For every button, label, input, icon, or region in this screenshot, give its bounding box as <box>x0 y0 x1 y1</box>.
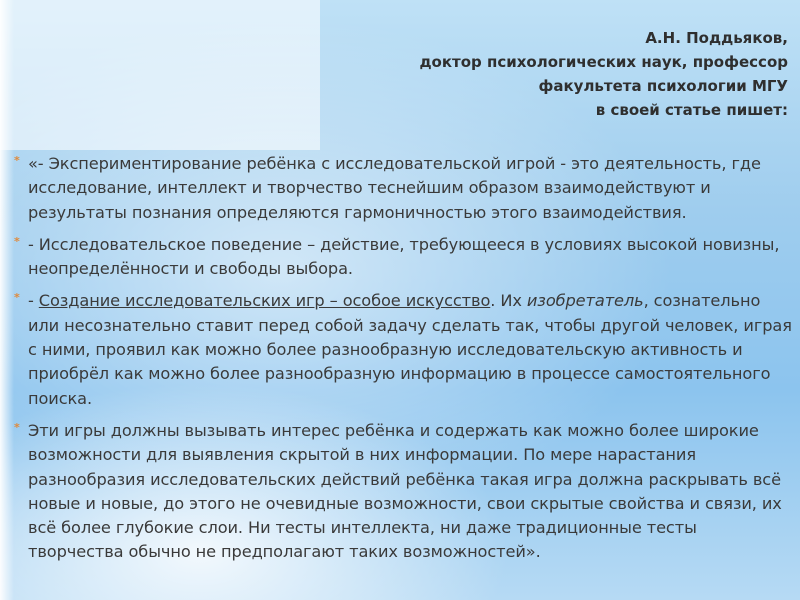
author-name: А.Н. Поддьяков, <box>645 29 788 47</box>
paragraph-text: - Исследовательское поведение – действие, требующееся в условиях высокой новизны, неопределённости и свободы выбора. <box>28 234 780 279</box>
paragraph-text: Эти игры должны вызывать интерес ребёнка и содержать как можно более широкие возможности для выявления скрытой в них информации. По мере нарастания разнообразия исследовательских действий ребёнка такая игра должна раскрывать всё новые и новые, до этого не очевидные возможности, свои скрытые свойства и связи, их всё более глубокие слои. Ни тесты интеллекта, ни даже традиционные тесты творчества обычно не предполагают таких возможностей». <box>28 420 782 562</box>
underlined-phrase: Создание исследовательских игр – особое искусство <box>38 291 491 311</box>
author-intro: в своей статье пишет: <box>595 101 788 119</box>
author-faculty: факультета психологии МГУ <box>538 77 788 95</box>
bullet-icon: * <box>14 291 20 305</box>
author-degree: доктор психологических наук, профессор <box>419 53 788 71</box>
paragraph-middle: . Их <box>490 291 527 311</box>
paragraph-text: «- Экспериментирование ребёнка с исследовательской игрой - это деятельность, где исследование, интеллект и творчество теснейшим образом взаимодействуют и результаты познания определяются гармоничностью этого взаимодействия. <box>28 154 761 222</box>
paragraph-prefix: - <box>28 291 39 311</box>
paragraph-1 <box>14 152 792 225</box>
italic-word: изобретатель <box>526 291 644 311</box>
paragraph-4 <box>14 419 792 565</box>
paragraph-rest: , сознательно или несознательно ставит перед собой задачу сделать так, чтобы другой человек, играя с ними, проявил как можно более разнообразную исследовательскую активность и приобрёл как можно более разнообразную информацию в процессе самостоятельного поиска. <box>28 291 792 408</box>
author-credit <box>308 26 788 122</box>
paragraph-2 <box>14 233 792 282</box>
header-panel <box>0 0 320 150</box>
bullet-icon: * <box>14 234 20 248</box>
paragraph-3 <box>14 289 792 410</box>
bullet-icon: * <box>14 420 20 434</box>
quote-body <box>14 152 792 573</box>
bullet-icon: * <box>14 154 20 167</box>
